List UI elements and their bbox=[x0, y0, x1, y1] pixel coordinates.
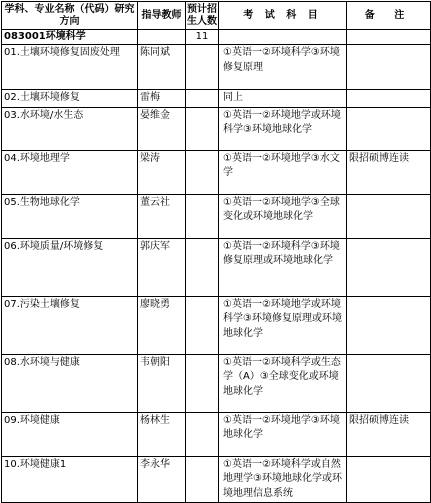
direction-cell: 01.土壤环境修复固废处理 bbox=[2, 45, 138, 90]
count-cell bbox=[186, 296, 219, 354]
header-row bbox=[2, 2, 431, 30]
direction-rows bbox=[2, 45, 431, 503]
direction-cell: 09.环境健康 bbox=[2, 412, 138, 456]
note-cell bbox=[347, 238, 431, 296]
table-row bbox=[2, 45, 431, 90]
major-note-empty bbox=[347, 30, 431, 45]
advisor-cell: 郭庆军 bbox=[138, 238, 186, 296]
note-cell bbox=[347, 296, 431, 354]
count-cell bbox=[186, 238, 219, 296]
table-row bbox=[2, 194, 431, 238]
exam-cell: ①英语一②环境地学或环境科学③环境修复原理或环境地球化学 bbox=[219, 296, 347, 354]
exam-cell: ①英语一②环境地学③全球变化或环境地球化学 bbox=[219, 194, 347, 238]
page bbox=[0, 1, 431, 499]
table-row bbox=[2, 354, 431, 412]
table-row bbox=[2, 107, 431, 150]
table-row bbox=[2, 456, 431, 503]
count-cell bbox=[186, 90, 219, 108]
advisor-cell: 廖晓勇 bbox=[138, 296, 186, 354]
advisor-cell: 陈同斌 bbox=[138, 45, 186, 90]
major-name: 083001环境科学 bbox=[2, 30, 138, 45]
advisor-cell: 李永华 bbox=[138, 456, 186, 503]
advisor-cell: 杨林生 bbox=[138, 412, 186, 456]
note-cell: 限招硕博连读 bbox=[347, 412, 431, 456]
note-cell bbox=[347, 354, 431, 412]
advisor-cell: 董云社 bbox=[138, 194, 186, 238]
count-cell bbox=[186, 194, 219, 238]
header-note: 备 注 bbox=[347, 2, 431, 30]
note-cell bbox=[347, 194, 431, 238]
table-row bbox=[2, 296, 431, 354]
count-cell bbox=[186, 412, 219, 456]
header-count: 预计招生人数 bbox=[186, 2, 219, 30]
table-row bbox=[2, 412, 431, 456]
direction-cell: 03.水环境/水生态 bbox=[2, 107, 138, 150]
exam-cell: ①英语一②环境地学③环境地球化学 bbox=[219, 412, 347, 456]
header-direction: 学科、专业名称（代码）研究方向 bbox=[2, 2, 138, 30]
advisor-cell: 晏维金 bbox=[138, 107, 186, 150]
admissions-table bbox=[1, 1, 431, 503]
direction-cell: 05.生物地球化学 bbox=[2, 194, 138, 238]
table-row bbox=[2, 90, 431, 108]
major-exam-empty bbox=[219, 30, 347, 45]
exam-cell: ①英语一②环境科学或生态学（A）③全球变化或环境地球化学 bbox=[219, 354, 347, 412]
direction-cell: 02.土壤环境修复 bbox=[2, 90, 138, 108]
header-exam: 考 试 科 目 bbox=[219, 2, 347, 30]
count-cell bbox=[186, 456, 219, 503]
direction-cell: 04.环境地理学 bbox=[2, 150, 138, 194]
count-cell bbox=[186, 45, 219, 90]
direction-cell: 08.水环境与健康 bbox=[2, 354, 138, 412]
exam-cell: ①英语一②环境科学③环境修复原理或环境地球化学 bbox=[219, 238, 347, 296]
table-row bbox=[2, 150, 431, 194]
advisor-cell: 雷梅 bbox=[138, 90, 186, 108]
advisor-cell: 梁涛 bbox=[138, 150, 186, 194]
advisor-cell: 韦朝阳 bbox=[138, 354, 186, 412]
direction-cell: 10.环境健康1 bbox=[2, 456, 138, 503]
exam-cell: ①英语一②环境科学③环境修复原理 bbox=[219, 45, 347, 90]
note-cell bbox=[347, 107, 431, 150]
exam-cell: ①英语一②环境地学或环境科学③环境地球化学 bbox=[219, 107, 347, 150]
exam-cell: ①英语一②环境科学或自然地理学③环境地球化学或环境地理信息系统 bbox=[219, 456, 347, 503]
exam-cell: ①英语一②环境地学③水文学 bbox=[219, 150, 347, 194]
header-advisor: 指导教师 bbox=[138, 2, 186, 30]
direction-cell: 07.污染土壤修复 bbox=[2, 296, 138, 354]
note-cell bbox=[347, 90, 431, 108]
note-cell: 限招硕博连读 bbox=[347, 150, 431, 194]
note-cell bbox=[347, 45, 431, 90]
major-advisor-empty bbox=[138, 30, 186, 45]
major-count: 11 bbox=[186, 30, 219, 45]
count-cell bbox=[186, 107, 219, 150]
count-cell bbox=[186, 354, 219, 412]
major-row bbox=[2, 30, 431, 45]
note-cell bbox=[347, 456, 431, 503]
table-row bbox=[2, 238, 431, 296]
direction-cell: 06.环境质量/环境修复 bbox=[2, 238, 138, 296]
count-cell bbox=[186, 150, 219, 194]
exam-cell: 同上 bbox=[219, 90, 347, 108]
